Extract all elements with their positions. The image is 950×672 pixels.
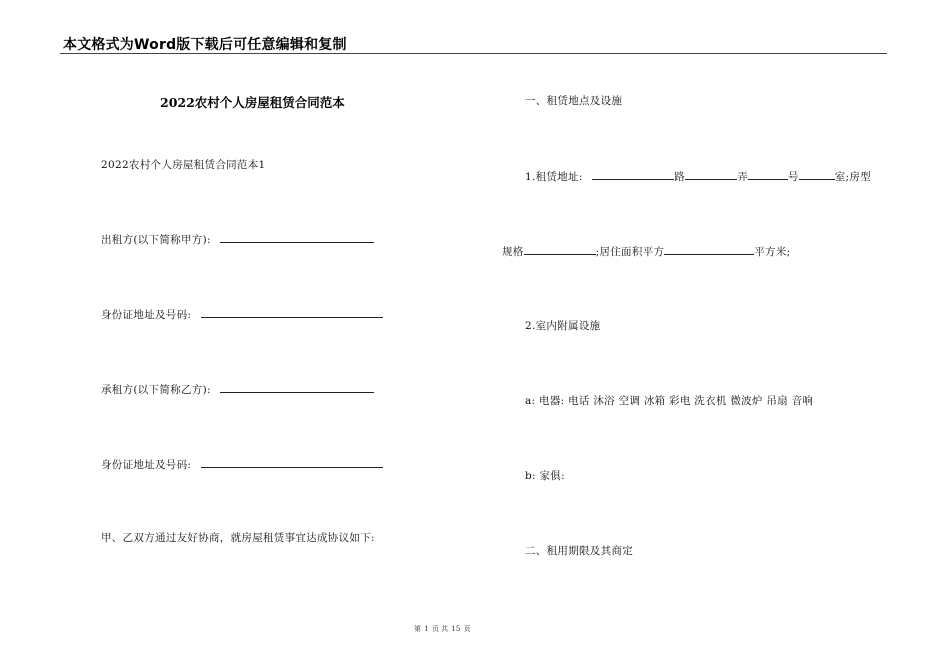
document-title: 2022农村个人房屋租赁合同范本 [160,95,345,110]
lessee-id-blank[interactable] [201,456,383,468]
page-prefix: 第 [414,625,421,633]
section-2-heading: 二、租用期限及其商定 [525,545,633,557]
page-number: 1 [424,625,429,633]
address-line [525,168,871,184]
spec-label: 规格 [502,246,524,258]
area-blank[interactable] [664,243,754,255]
appliances-line: a: 电器: 电话 沐浴 空调 冰箱 彩电 洗衣机 微波炉 吊扇 音响 [525,395,814,407]
spec-line [502,243,791,259]
contract-subtitle: 2022农村个人房屋租赁合同范本1 [101,159,266,171]
lessee-label: 承租方(以下简称乙方): [101,384,211,396]
furniture-line: b: 家俱: [525,470,565,482]
lane-label: 弄 [737,171,748,183]
lessee-id-label: 身份证地址及号码: [101,459,192,471]
section-1-heading: 一、租赁地点及设施 [525,95,623,107]
page-footer [414,624,472,634]
number-label: 号 [787,171,799,183]
lessor-id-label: 身份证地址及号码: [101,309,192,321]
lessee-id-line [101,456,383,472]
agreement-intro: 甲、乙双方通过友好协商，就房屋租赁事宜达成协议如下: [101,532,375,544]
lessor-line [101,231,374,247]
area-label: ;居住面积平方 [595,246,665,258]
page-mid: 页 共 [431,625,449,633]
lessee-line [101,381,374,397]
page-suffix: 页 [463,625,471,633]
header-divider [60,53,887,54]
facilities-heading: 2.室内附属设施 [525,320,601,332]
address-number-blank[interactable] [748,168,788,180]
lessee-blank[interactable] [220,381,374,393]
lessor-id-blank[interactable] [201,306,383,318]
lessor-id-line [101,306,383,322]
room-type-label: 室;房型 [834,171,871,183]
lessor-blank[interactable] [220,231,374,243]
page-total: 15 [451,625,461,633]
address-lane-blank[interactable] [685,168,737,180]
sqm-label: 平方米; [754,246,791,258]
address-road-blank[interactable] [592,168,674,180]
spec-blank[interactable] [524,243,596,255]
address-room-blank[interactable] [799,168,835,180]
address-label: 1.租赁地址: [525,171,583,183]
header-title: 本文格式为Word版下载后可任意编辑和复制 [63,37,347,53]
road-label: 路 [674,171,686,183]
lessor-label: 出租方(以下简称甲方): [101,234,211,246]
